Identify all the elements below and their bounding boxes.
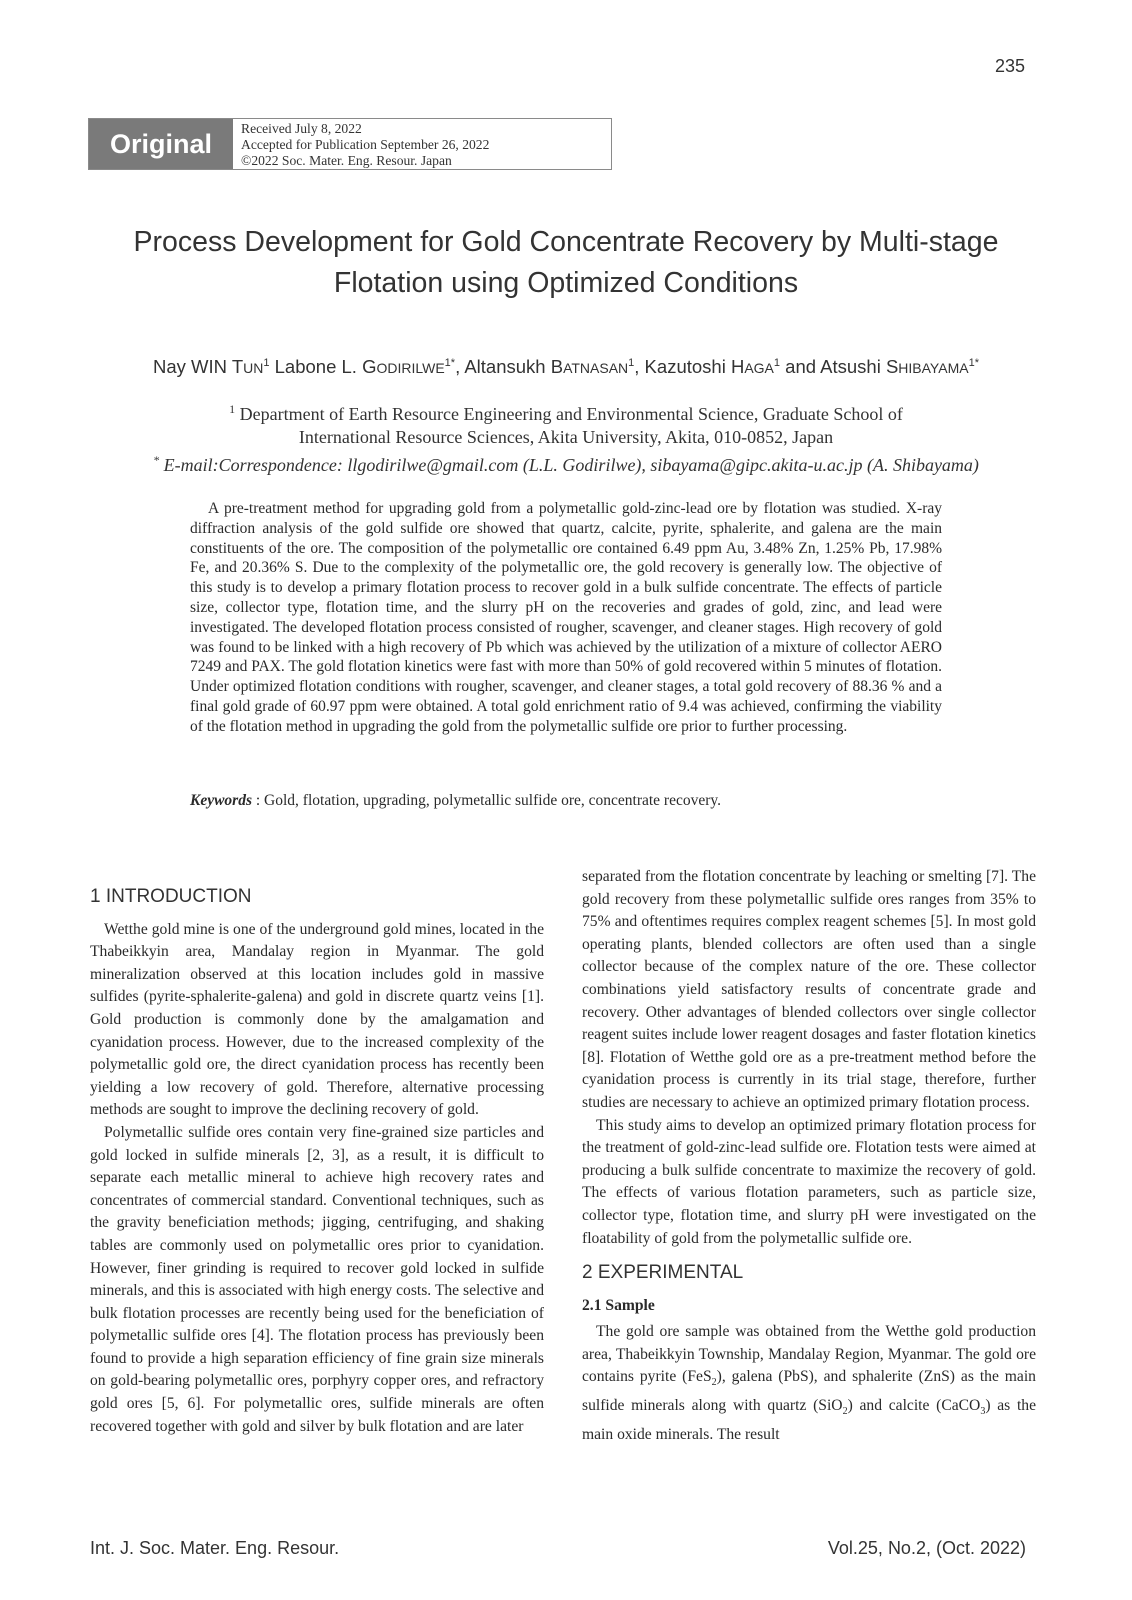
keywords-label: Keywords <box>190 792 252 809</box>
title-line-1: Process Development for Gold Concentrate Recovery by Multi-stage <box>133 226 999 258</box>
article-title <box>90 222 1042 304</box>
article-type-label: Original <box>89 119 233 169</box>
section-heading-experimental: 2 EXPERIMENTAL <box>582 1262 744 1284</box>
left-column <box>90 870 544 1438</box>
affiliation-line-2: International Resource Sciences, Akita University, Akita, 010-0852, Japan <box>298 427 834 447</box>
accepted-date: Accepted for Publication September 26, 2022 <box>241 137 490 152</box>
section-heading-introduction: 1 INTRODUCTION <box>90 886 252 907</box>
title-line-2: Flotation using Optimized Conditions <box>333 267 799 299</box>
keywords-text: : Gold, flotation, upgrading, polymetallic sulfide ore, concentrate recovery. <box>252 792 722 809</box>
subsection-heading-sample: 2.1 Sample <box>582 1296 655 1314</box>
abstract: A pre-treatment method for upgrading gold from a polymetallic gold-zinc-lead ore by flotation was studied. X-ray diffraction analysis of the gold sulfide ore showed that quartz, calcite, pyrite, sphalerite, and galena are the main constituents of the ore. The composition of the polymetallic ore contained 6.49 ppm Au, 3.48% Zn, 1.25% Pb, 17.98% Fe, and 20.36% S. Due to the complexity of the polymetallic ore, the gold recovery is generally low. The objective of this study is to develop a primary flotation process to recover gold in a bulk sulfide concentrate. The effects of particle size, collector type, flotation time, and the slurry pH on the recoveries and grades of gold, zinc, and lead were investigated. The developed flotation process consisted of rougher, scavenger, and cleaner stages. High recovery of gold was found to be linked with a high recovery of Pb which was achieved by the utilization of a mixture of collector AERO 7249 and PAX. The gold flotation kinetics were fast with more than 50% of gold recovered within 5 minutes of flotation. Under optimized flotation conditions with rougher, scavenger, and cleaner stages, a total gold recovery of 88.36 % and a final gold grade of 60.97 ppm were obtained. A total gold enrichment ratio of 9.4 was achieved, confirming the viability of the flotation method in upgrading the gold from the polymetallic sulfide ore prior to further processing. <box>190 500 942 735</box>
footer-journal: Int. J. Soc. Mater. Eng. Resour. <box>90 1538 340 1558</box>
author-3: , Altansukh BATNASAN$^1$ <box>455 356 635 377</box>
publication-dates <box>233 119 489 169</box>
affiliation <box>60 398 1072 477</box>
received-date: Received July 8, 2022 <box>241 121 362 136</box>
correspondence-email: * E-mail:Correspondence: llgodirilwe@gmail.com (L.L. Godirilwe), sibayama@gipc.akita-u.ac.jp (A. Shibayama) <box>153 453 979 475</box>
author-list <box>60 356 1072 378</box>
sample-paragraph: The gold ore sample was obtained from the Wetthe gold production area, Thabeikkyin Township, Mandalay Region, Myanmar. The gold ore contains pyrite (FeS$_2$), galena (PbS), and sphalerite (ZnS) as the main sulfide minerals along with quartz (SiO$_2$) and calcite (CaCO$_3$) as the main oxide minerals. The result <box>582 1323 1036 1443</box>
intro-paragraph-1: Wetthe gold mine is one of the underground gold mines, located in the Thabeikkyin area, Mandalay region in Myanmar. The gold mineralization observed at this location includes gold in massive sulfides (pyrite-sphalerite-galena) and gold in discrete quartz veins [1]. Gold production is commonly done by the amalgamation and cyanidation process. However, due to the increased complexity of the polymetallic gold ore, the direct cyanidation process has recently been yielding a low recovery of gold. Therefore, alternative processing methods are sought to improve the declining recovery of gold. <box>90 920 544 1119</box>
footer-volume: Vol.25, No.2, (Oct. 2022) <box>827 1538 1026 1558</box>
article-header-box <box>88 118 612 170</box>
intro-paragraph-3: This study aims to develop an optimized primary flotation process for the treatment of gold-zinc-lead sulfide ore. Flotation tests were aimed at producing a bulk sulfide concentrate to maximize the recovery of gold. The effects of various flotation parameters, such as particle size, collector type, flotation time, and slurry pH were investigated on the floatability of gold from the polymetallic sulfide ore. <box>582 1116 1036 1247</box>
affiliation-line-1: $^1$ Department of Earth Resource Engineering and Environmental Science, Graduate School of <box>229 402 903 424</box>
intro-paragraph-2: Polymetallic sulfide ores contain very fine-grained size particles and gold locked in sulfide minerals [2, 3], as a result, it is difficult to separate each metallic mineral to achieve high recovery rates and concentrates of commercial standard. Conventional techniques, such as the gravity beneficiation methods; jigging, centrifuging, and shaking tables are commonly used on polymetallic ores prior to cyanidation. However, finer grinding is required to recover gold locked in sulfide minerals, and this is associated with high energy costs. The selective and bulk flotation processes are recently being used for the beneficiation of polymetallic sulfide ores [4]. The flotation process has previously been found to provide a high separation efficiency of fine grain size minerals on gold-bearing polymetallic ores, porphyry copper ores, and refractory gold ores [5, 6]. For polymetallic ores, sulfide minerals are often recovered together with gold and silver by bulk flotation and are later <box>90 1123 544 1435</box>
copyright: ©2022 Soc. Mater. Eng. Resour. Japan <box>241 153 452 168</box>
keywords <box>190 792 721 810</box>
author-1: Nay WIN TUN$^1$ <box>153 356 270 377</box>
right-column <box>582 866 1036 1446</box>
intro-paragraph-2-continued: separated from the flotation concentrate by leaching or smelting [7]. The gold recovery from these polymetallic sulfide ores ranges from 35% to 75% and oftentimes requires complex reagent schemes [5]. In most gold operating plants, blended collectors are often used than a single collector because of the complex nature of the ore. These collector combinations yield satisfactory results of concentrate grade and recovery. Other advantages of blended collectors over single collector reagent suites include lower reagent dosages and faster flotation kinetics [8]. Flotation of Wetthe gold ore as a pre-treatment method before the cyanidation process is currently in its trial stage, therefore, further studies are necessary to achieve an optimized primary flotation process. <box>582 868 1036 1111</box>
author-4: , Kazutoshi HAGA$^1$ <box>634 356 781 377</box>
author-5: and Atsushi $SHIBAYAMA^{1*}$ <box>780 356 979 377</box>
page-number: 235 <box>994 56 1025 76</box>
author-2: Labone L. $GODIRILWE^{1*}$ <box>269 356 456 377</box>
